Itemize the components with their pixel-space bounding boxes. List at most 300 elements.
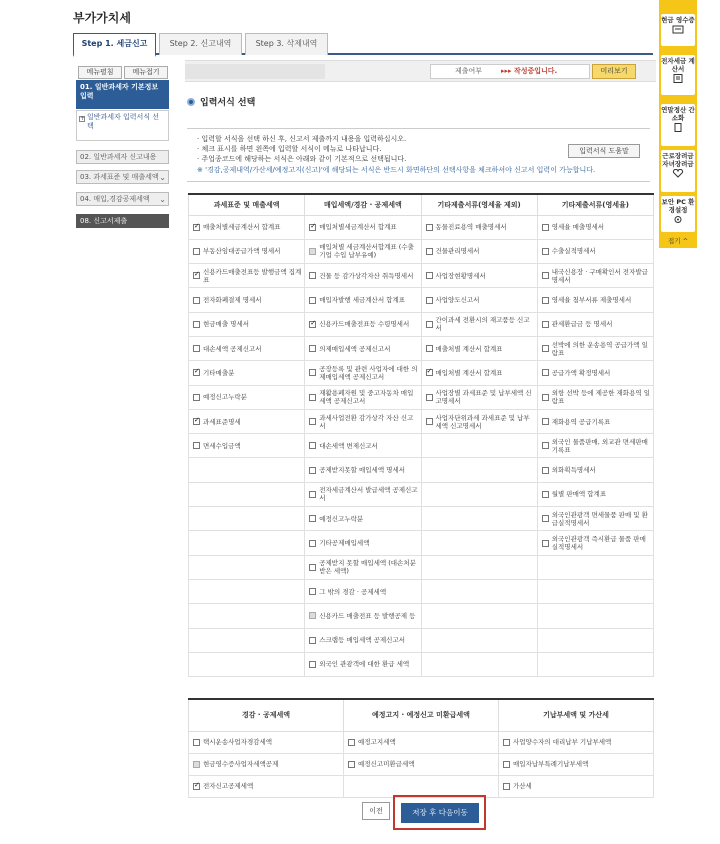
form-checkbox (193, 761, 200, 768)
menu-item-label: 02. 일반과세자 신고내용 (80, 153, 157, 161)
form-option-label: 신용카드 매출전표 등 발행공제 등 (319, 611, 416, 620)
form-option (309, 588, 418, 596)
form-option-label: 사업장현황명세서 (435, 271, 486, 280)
table-row (189, 652, 654, 676)
table-cell (537, 652, 653, 676)
form-checkbox[interactable] (309, 369, 316, 376)
form-option-label: 의제매입세액 공제신고서 (319, 344, 391, 353)
form-option-label: 현금영수증사업자세액공제 (203, 760, 279, 768)
status-label: 제출여부 (455, 67, 483, 75)
table-cell (421, 336, 537, 360)
form-checkbox[interactable] (193, 321, 200, 328)
menu-item-basic-info[interactable] (76, 80, 169, 109)
form-checkbox[interactable] (426, 321, 433, 328)
form-checkbox[interactable] (542, 491, 549, 498)
table-row (189, 604, 654, 628)
form-checkbox[interactable] (309, 297, 316, 304)
form-checkbox[interactable] (542, 418, 549, 425)
form-option-label: 매입처별 세금계산서합계표 (수출기업 수입 납부유예) (319, 243, 414, 260)
table-row (189, 579, 654, 603)
form-option-label: 재화용역 공급기록표 (551, 417, 611, 426)
form-checkbox[interactable] (193, 297, 200, 304)
tab-step1[interactable]: Step 1. 세금신고 (73, 33, 156, 57)
form-checkbox[interactable] (426, 297, 433, 304)
table-cell (189, 604, 305, 628)
form-option (309, 296, 418, 304)
sidebar-item-year-end[interactable] (661, 104, 695, 146)
form-option (426, 296, 535, 304)
table-cell (421, 434, 537, 458)
table-cell (305, 652, 421, 676)
sidebar-item-e-invoice[interactable] (661, 55, 695, 95)
table-row (189, 458, 654, 482)
table-cell (344, 775, 499, 797)
form-option-label: 영세율 첨부서류 제출명세서 (551, 296, 632, 305)
form-checkbox[interactable] (193, 394, 200, 401)
form-option-label: 외국인관광객 면세물품 판매 및 환급실적명세서 (551, 510, 648, 527)
form-option (426, 272, 535, 280)
table-cell (421, 458, 537, 482)
form-option (309, 389, 418, 405)
prev-button[interactable]: 이전 (362, 802, 390, 820)
table-cell (189, 215, 305, 239)
form-option-label: 관세환급금 등 명세서 (551, 320, 613, 329)
form-option (426, 223, 535, 231)
table-cell (305, 312, 421, 336)
table-row (189, 628, 654, 652)
form-checkbox (309, 248, 316, 255)
form-option (309, 223, 418, 231)
table-cell (305, 531, 421, 555)
table-row (189, 507, 654, 531)
form-help-button[interactable]: 입력서식 도움말 (568, 144, 640, 158)
form-checkbox[interactable] (542, 248, 549, 255)
form-checkbox[interactable] (426, 394, 433, 401)
form-checkbox[interactable] (309, 661, 316, 668)
form-option (309, 414, 418, 430)
table-cell (421, 579, 537, 603)
form-checkbox[interactable] (542, 467, 549, 474)
sidebar-fold-button[interactable]: 접기 ^ (667, 237, 689, 245)
table-cell (305, 434, 421, 458)
menu-item-report-content[interactable] (76, 150, 169, 164)
notice-warning: ※ '경감,공제내역/가산세/예정고지(신고)'에 해당되는 서식은 반드시 화면하단의 선택사항을 체크하셔야 신고서 입력이 가능합니다. (197, 166, 596, 174)
form-option (542, 438, 651, 454)
sidebar-item-label: 근로장려금 자녀장려금 (662, 152, 694, 168)
deduction-table (188, 698, 654, 798)
form-option-label: 외화획득명세서 (551, 466, 596, 475)
form-checkbox[interactable] (309, 515, 316, 522)
form-option-label: 공급가액 확정명세서 (551, 368, 611, 377)
chevron-down-icon: ⌄ (159, 173, 166, 182)
form-checkbox[interactable] (542, 540, 549, 547)
form-checkbox[interactable] (503, 739, 510, 746)
form-option (309, 466, 418, 474)
column-header: 매입세액/경감 · 공제세액 (305, 194, 421, 215)
form-option-label: 매입처별세금계산서 합계표 (319, 223, 397, 232)
form-option-label: 현금매출 명세서 (203, 320, 250, 329)
form-option (542, 223, 651, 231)
tab-step2[interactable]: Step 2. 신고내역 (159, 33, 242, 55)
column-header: 경감 · 공제세액 (189, 699, 344, 731)
table-row (189, 215, 654, 239)
form-option (309, 345, 418, 353)
table-cell (189, 434, 305, 458)
form-option (542, 268, 651, 284)
table-cell (537, 288, 653, 312)
form-checkbox (309, 612, 316, 619)
table-cell (537, 385, 653, 409)
table-cell (421, 288, 537, 312)
form-checkbox[interactable] (193, 248, 200, 255)
table-cell (305, 555, 421, 579)
table-cell (421, 604, 537, 628)
form-option (542, 511, 651, 527)
form-option-label: 월별 판매액 합계표 (551, 490, 607, 499)
table-cell (421, 652, 537, 676)
menu-item-label: 03. 과세표준 및 매출세액 (80, 173, 159, 181)
form-option-label: 매출처별 계산서 합계표 (435, 344, 503, 353)
table-cell (421, 312, 537, 336)
menu-item-label: 04. 매입,경감공제세액 (80, 195, 150, 203)
form-option-label: 사업장별 과세표준 및 납부세액 신고명세서 (435, 389, 532, 406)
form-checkbox[interactable] (426, 345, 433, 352)
table-cell (344, 753, 499, 775)
form-checkbox[interactable] (348, 761, 355, 768)
form-checkbox[interactable] (309, 418, 316, 425)
form-option-label: 간이과세 전환시의 재고품등 신고서 (435, 316, 530, 333)
form-checkbox[interactable] (309, 540, 316, 547)
form-option (193, 345, 302, 353)
invoice-icon (672, 74, 684, 83)
table-cell (537, 264, 653, 288)
form-option (193, 223, 302, 231)
table-cell (537, 482, 653, 506)
table-cell (189, 264, 305, 288)
form-option (503, 738, 651, 746)
table-cell (305, 264, 421, 288)
form-option (193, 296, 302, 304)
form-checkbox[interactable] (309, 588, 316, 595)
form-checkbox[interactable] (426, 224, 433, 231)
form-checkbox[interactable] (193, 783, 200, 790)
form-option-label: 기타매출분 (203, 368, 235, 377)
form-checkbox[interactable] (542, 224, 549, 231)
form-option-label: 외국인 물품판매, 외교관 면세판매 기록표 (551, 437, 648, 454)
form-option (193, 442, 302, 450)
form-option (193, 247, 302, 255)
form-option (193, 418, 302, 426)
form-option (348, 760, 496, 768)
form-option-label: 사업양수자의 대리납부 기납부세액 (513, 738, 612, 746)
chevron-down-icon: ⌄ (159, 195, 166, 204)
form-checkbox[interactable] (426, 272, 433, 279)
table-cell (305, 579, 421, 603)
form-option (309, 539, 418, 547)
form-option (309, 486, 418, 502)
table-row (189, 336, 654, 360)
table-cell (305, 336, 421, 360)
table-cell (499, 775, 654, 797)
form-option-label: 수출실적명세서 (551, 247, 596, 256)
form-checkbox[interactable] (309, 394, 316, 401)
menu-item-form-select[interactable] (76, 110, 169, 141)
masked-info (185, 64, 325, 79)
quick-sidebar (659, 0, 697, 248)
table-cell (305, 361, 421, 385)
heart-icon (672, 169, 684, 178)
form-checkbox[interactable] (309, 321, 316, 328)
table-cell (189, 409, 305, 433)
table-cell (499, 731, 654, 753)
form-checkbox[interactable] (503, 761, 510, 768)
table-cell (421, 264, 537, 288)
form-option (503, 760, 651, 768)
form-option-label: 전자세금계산서 발급세액 공제신고서 (319, 486, 418, 503)
form-checkbox[interactable] (426, 418, 433, 425)
notice-line: · 입력할 서식을 선택 하신 후, 신고서 제출까지 내용을 입력하십시오. (197, 135, 407, 143)
table-cell (189, 239, 305, 263)
table-cell (537, 215, 653, 239)
form-checkbox[interactable] (542, 442, 549, 449)
form-checkbox[interactable] (193, 418, 200, 425)
form-checkbox[interactable] (542, 394, 549, 401)
bullet-icon (187, 98, 195, 106)
form-checkbox[interactable] (542, 272, 549, 279)
document-icon (672, 123, 684, 132)
form-option (426, 369, 535, 377)
form-checkbox[interactable] (542, 369, 549, 376)
submission-status (430, 64, 590, 79)
form-checkbox[interactable] (193, 369, 200, 376)
form-option-label: 외항 선박 등에 제공한 재화용역 일람표 (551, 389, 650, 406)
notice-line: · 주업종코드에 해당하는 서식은 아래와 같이 기본적으로 선택됩니다. (197, 155, 407, 163)
preview-button[interactable]: 미리보기 (592, 64, 636, 79)
form-option-label: 공제받지 못할 매입세액 (대손처분 받은 세액) (319, 559, 416, 576)
form-option-label: 건물관리명세서 (435, 247, 480, 256)
table-cell (537, 555, 653, 579)
table-cell (189, 652, 305, 676)
form-checkbox[interactable] (348, 739, 355, 746)
tab-step3[interactable]: Step 3. 삭제내역 (245, 33, 328, 55)
table-cell (421, 628, 537, 652)
form-option (193, 738, 341, 746)
form-option-label: 건물 등 감가상각자산 취득명세서 (319, 271, 414, 280)
form-option (542, 296, 651, 304)
table-cell (189, 361, 305, 385)
form-option (542, 490, 651, 498)
form-checkbox[interactable] (309, 442, 316, 449)
table-cell (537, 312, 653, 336)
receipt-icon (672, 25, 684, 34)
table-cell (189, 531, 305, 555)
plus-icon: + (80, 115, 86, 122)
form-option (309, 612, 418, 620)
table-row (189, 288, 654, 312)
table-row (189, 361, 654, 385)
table-cell (305, 215, 421, 239)
form-option-label: 과세사업전환 감가상각 자산 신고서 (319, 413, 414, 430)
form-option-label: 선박에 의한 운송용역 공급가액 일람표 (551, 340, 648, 357)
form-option-label: 외국인 관광객에 대한 환급 세액 (319, 660, 410, 669)
table-cell (537, 531, 653, 555)
column-header: 과세표준 및 매출세액 (189, 194, 305, 215)
table-cell (421, 531, 537, 555)
form-checkbox[interactable] (503, 783, 510, 790)
form-option (193, 369, 302, 377)
table-row (189, 482, 654, 506)
table-row (189, 409, 654, 433)
form-checkbox[interactable] (309, 491, 316, 498)
form-option (542, 466, 651, 474)
table-cell (189, 628, 305, 652)
table-cell (537, 604, 653, 628)
form-option-label: 기타공제매입세액 (319, 539, 370, 547)
form-option (426, 414, 535, 430)
form-checkbox[interactable] (193, 272, 200, 279)
notice-line: · 체크 표시를 하면 왼쪽에 입력할 서식이 메뉴로 나타납니다. (197, 145, 382, 153)
form-option (348, 738, 496, 746)
form-option-label: 예정고지세액 (358, 738, 396, 746)
form-option-label: 재활용폐자원 및 중고자동차 매입세액 공제신고서 (319, 389, 414, 406)
menu-expand-button[interactable]: 메뉴펼침 (78, 66, 122, 79)
table-cell (421, 215, 537, 239)
form-option (193, 760, 341, 768)
column-header: 기타제출서류(영세율) (537, 194, 653, 215)
table-cell (305, 288, 421, 312)
form-checkbox[interactable] (309, 467, 316, 474)
sidebar-item-label: 전자세금 계산서 (661, 57, 695, 73)
form-checkbox[interactable] (542, 345, 549, 352)
table-row (189, 312, 654, 336)
table-cell (189, 458, 305, 482)
menu-collapse-button[interactable]: 메뉴접기 (124, 66, 168, 79)
table-cell (189, 288, 305, 312)
form-option (309, 243, 418, 259)
table-cell (305, 239, 421, 263)
form-option (542, 535, 651, 551)
table-row (189, 775, 654, 797)
save-next-button[interactable]: 저장 후 다음이동 (401, 803, 479, 823)
menu-item-sales-tax[interactable] (76, 170, 169, 184)
table-cell (537, 239, 653, 263)
menu-item-label: 일반과세자 입력서식 선택 (87, 113, 160, 130)
status-value (501, 65, 557, 78)
step-tabs (73, 33, 653, 55)
form-option-label: 전자신고공제세액 (203, 782, 254, 790)
table-row (189, 555, 654, 579)
table-cell (537, 507, 653, 531)
form-option-label: 가산세 (513, 782, 532, 790)
form-option-label: 택시운송사업자경감세액 (203, 738, 273, 746)
form-option (309, 636, 418, 644)
form-checkbox[interactable] (309, 224, 316, 231)
form-checkbox[interactable] (193, 345, 200, 352)
form-option (426, 345, 535, 353)
form-selection-table (188, 193, 654, 677)
table-row (189, 731, 654, 753)
form-option (426, 316, 535, 332)
form-checkbox[interactable] (193, 442, 200, 449)
table-row (189, 239, 654, 263)
form-option (542, 247, 651, 255)
table-cell (421, 507, 537, 531)
table-cell (421, 482, 537, 506)
sidebar-item-security[interactable] (661, 196, 695, 232)
form-checkbox[interactable] (309, 345, 316, 352)
table-cell (189, 731, 344, 753)
form-checkbox[interactable] (193, 224, 200, 231)
menu-item-purchase-tax[interactable] (76, 192, 169, 206)
table-cell (421, 361, 537, 385)
form-option (542, 369, 651, 377)
form-checkbox[interactable] (542, 321, 549, 328)
form-checkbox[interactable] (309, 272, 316, 279)
table-row (189, 385, 654, 409)
form-option (309, 515, 418, 523)
table-cell (421, 239, 537, 263)
form-option-label: 매출처별세금계산서 합계표 (203, 223, 281, 232)
form-option (542, 389, 651, 405)
form-checkbox[interactable] (542, 297, 549, 304)
table-cell (537, 409, 653, 433)
table-cell (305, 604, 421, 628)
sidebar-item-label: 연말정산 간소화 (661, 106, 695, 122)
menu-item-submit[interactable] (76, 214, 169, 228)
table-cell (189, 753, 344, 775)
table-cell (537, 336, 653, 360)
form-checkbox[interactable] (542, 515, 549, 522)
form-option-label: 전자화폐결제 명세서 (203, 296, 262, 305)
form-checkbox[interactable] (426, 369, 433, 376)
table-cell (537, 458, 653, 482)
form-option-label: 대손세액 공제신고서 (203, 344, 262, 353)
sidebar-item-incentive[interactable] (661, 150, 695, 192)
table-cell (189, 336, 305, 360)
form-option-label: 면세수입금액 (203, 441, 241, 450)
form-option-label: 신용카드매출전표등 수령명세서 (319, 320, 410, 329)
status-bar (185, 60, 656, 82)
form-option-label: 예정신고누락분 (319, 514, 364, 523)
table-cell (189, 579, 305, 603)
column-header: 기타제출서류(영세율 제외) (421, 194, 537, 215)
table-cell (344, 731, 499, 753)
table-cell (537, 628, 653, 652)
table-cell (189, 507, 305, 531)
form-checkbox[interactable] (309, 564, 316, 571)
form-option-label: 사업양도신고서 (435, 296, 480, 305)
form-option-label: 예정신고미환급세액 (358, 760, 415, 768)
form-checkbox[interactable] (193, 739, 200, 746)
form-option (542, 418, 651, 426)
page-title: 부가가치세 (73, 11, 131, 25)
table-row (189, 531, 654, 555)
form-option (426, 389, 535, 405)
sidebar-item-cash-receipt[interactable] (661, 14, 695, 46)
table-cell (305, 482, 421, 506)
form-option (542, 320, 651, 328)
table-cell (305, 409, 421, 433)
table-cell (421, 555, 537, 579)
form-option-label: 공제받지못할 매입세액 명세서 (319, 466, 406, 475)
form-option (193, 782, 341, 790)
form-checkbox[interactable] (309, 637, 316, 644)
form-option-label: 영세율 매출명세서 (551, 223, 605, 232)
menu-item-label: 08. 신고서제출 (80, 217, 128, 225)
notice-box (187, 128, 650, 182)
form-checkbox[interactable] (426, 248, 433, 255)
status-value-text: 작성중입니다. (513, 67, 558, 75)
